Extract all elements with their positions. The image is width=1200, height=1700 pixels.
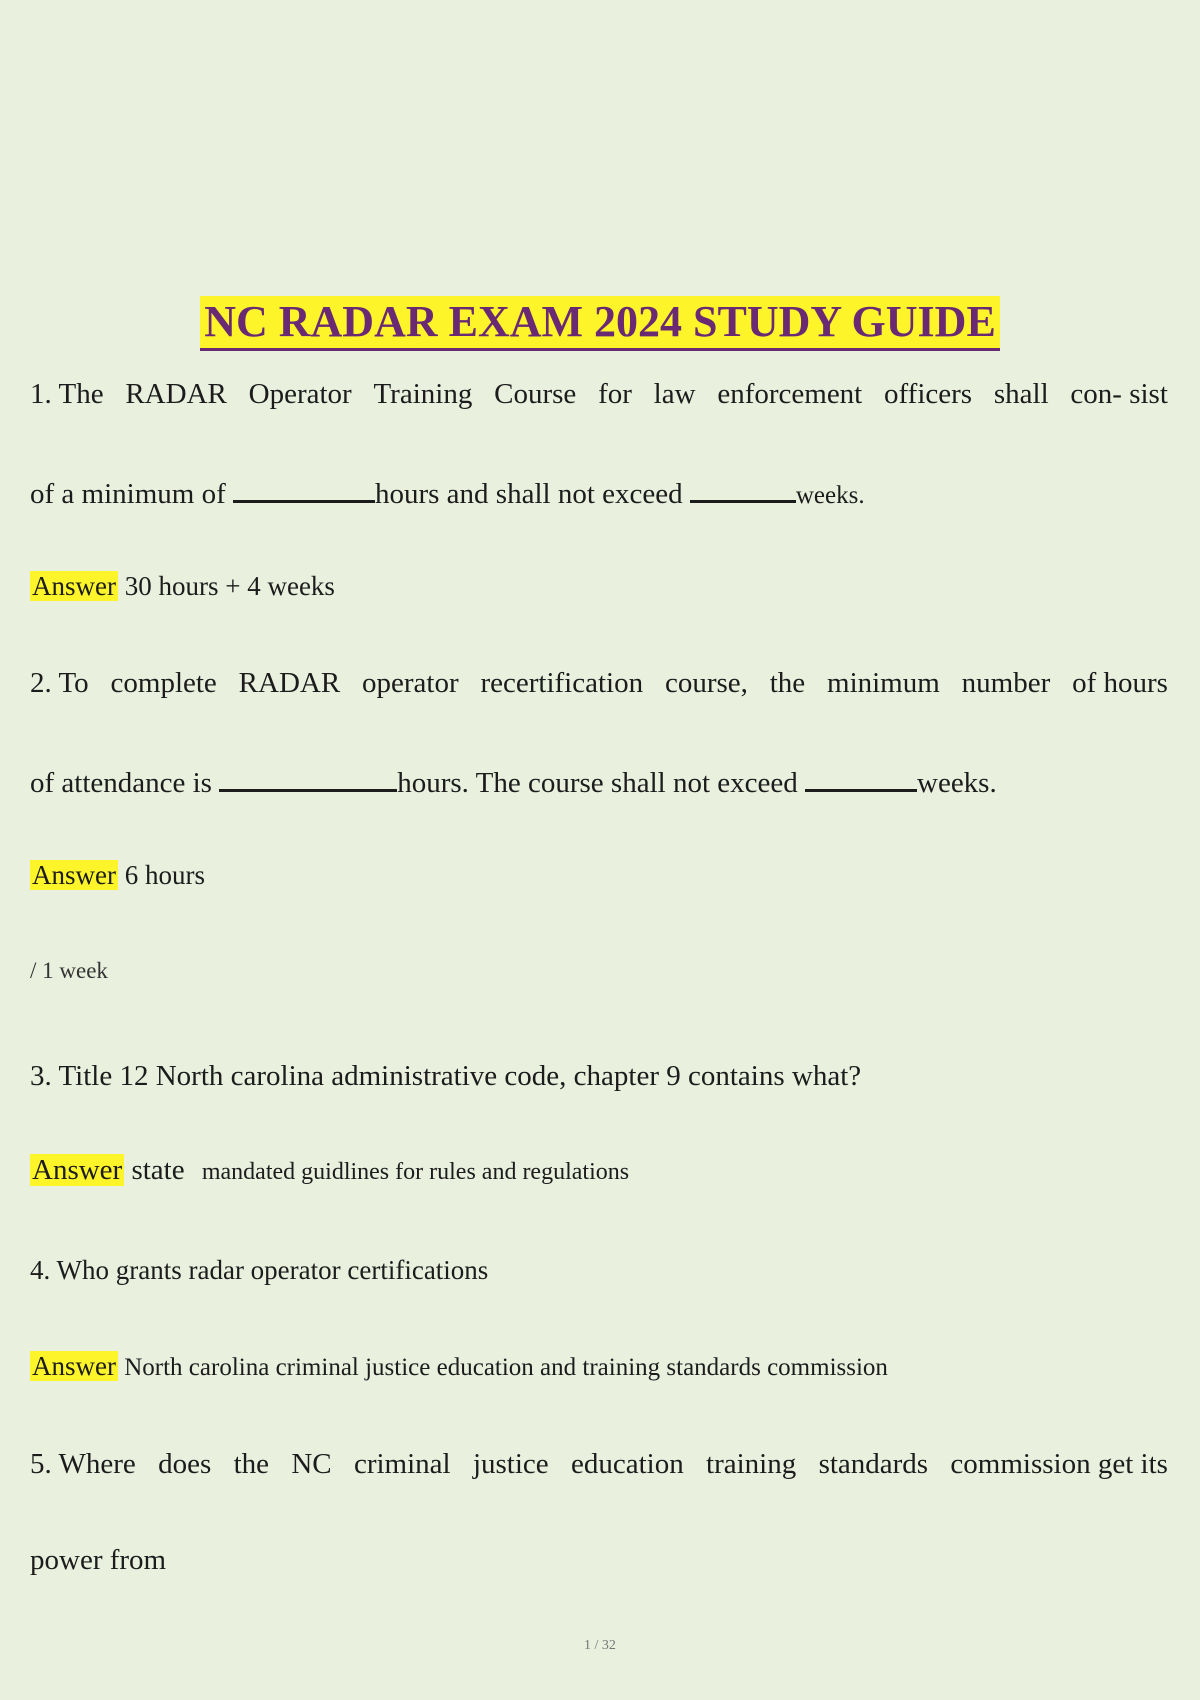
word: justice xyxy=(472,1448,549,1480)
question-1-line-1 xyxy=(30,376,1168,412)
answer-label: Answer xyxy=(32,860,116,890)
word: RADAR xyxy=(125,378,227,410)
word: 2. To xyxy=(30,667,89,699)
question-2-line-2 xyxy=(30,761,1168,801)
document-title: NC RADAR EXAM 2024 STUDY GUIDE xyxy=(200,296,1000,351)
title-wrap xyxy=(0,296,1200,351)
word: does xyxy=(158,1448,212,1480)
word: training xyxy=(706,1448,797,1480)
question-text: 4. Who grants radar operator certifications xyxy=(30,1255,489,1285)
answer-text-a: state xyxy=(131,1154,185,1186)
q1-text-c: weeks. xyxy=(795,482,865,509)
q1-text-b: hours and shall not exceed xyxy=(374,478,683,510)
word: Operator xyxy=(248,378,352,410)
answer-2 xyxy=(30,857,205,893)
word: commission get its xyxy=(950,1448,1168,1480)
answer-text: North carolina criminal justice education and training standards commission xyxy=(124,1354,888,1381)
fill-in-blank xyxy=(233,472,375,503)
word: Course xyxy=(494,378,577,410)
word: education xyxy=(570,1448,684,1480)
word: number xyxy=(961,667,1051,699)
word: criminal xyxy=(353,1448,451,1480)
question-2-line-1 xyxy=(30,665,1168,701)
word: for xyxy=(598,378,632,410)
page-number: 1 / 32 xyxy=(584,1638,616,1653)
word: course, xyxy=(664,667,748,699)
answer-label: Answer xyxy=(32,1351,116,1381)
word: shall xyxy=(993,378,1049,410)
question-3 xyxy=(30,1058,1168,1094)
fill-in-blank xyxy=(219,761,397,792)
question-5-line-2 xyxy=(30,1542,1168,1578)
word: 1. The xyxy=(30,378,104,410)
fill-in-blank xyxy=(805,761,917,792)
answer-4 xyxy=(30,1348,888,1386)
answer-extra-text: / 1 week xyxy=(30,958,108,983)
word: con- sist xyxy=(1070,378,1168,410)
word: operator xyxy=(362,667,459,699)
q2-text-c: weeks. xyxy=(917,767,997,799)
word: recertification xyxy=(480,667,644,699)
word: officers xyxy=(884,378,973,410)
word: Training xyxy=(373,378,473,410)
answer-1 xyxy=(30,568,335,604)
question-1-line-2 xyxy=(30,472,1168,514)
answer-text-b: mandated guidlines for rules and regulations xyxy=(201,1159,630,1185)
word: enforcement xyxy=(717,378,863,410)
answer-3 xyxy=(30,1152,629,1190)
question-4 xyxy=(30,1252,488,1288)
word: NC xyxy=(291,1448,332,1480)
word: the xyxy=(769,667,806,699)
word: RADAR xyxy=(238,667,341,699)
answer-label: Answer xyxy=(32,571,116,601)
question-text: power from xyxy=(30,1544,167,1576)
word: of hours xyxy=(1072,667,1168,699)
answer-text: 6 hours xyxy=(124,860,205,890)
q2-text-a: of attendance is xyxy=(30,767,212,799)
q1-text-a: of a minimum of xyxy=(30,478,226,510)
q2-text-b: hours. The course shall not exceed xyxy=(397,767,798,799)
word: standards xyxy=(818,1448,929,1480)
word: 5. Where xyxy=(30,1448,136,1480)
word: minimum xyxy=(827,667,940,699)
fill-in-blank xyxy=(690,472,796,503)
question-5-line-1 xyxy=(30,1446,1168,1482)
answer-text: 30 hours + 4 weeks xyxy=(124,571,335,601)
question-text: 3. Title 12 North carolina administrative code, chapter 9 contains what? xyxy=(30,1060,862,1092)
word: the xyxy=(233,1448,270,1480)
answer-2-extra xyxy=(30,953,108,989)
answer-label: Answer xyxy=(32,1154,123,1186)
word: law xyxy=(653,378,696,410)
word: complete xyxy=(110,667,217,699)
